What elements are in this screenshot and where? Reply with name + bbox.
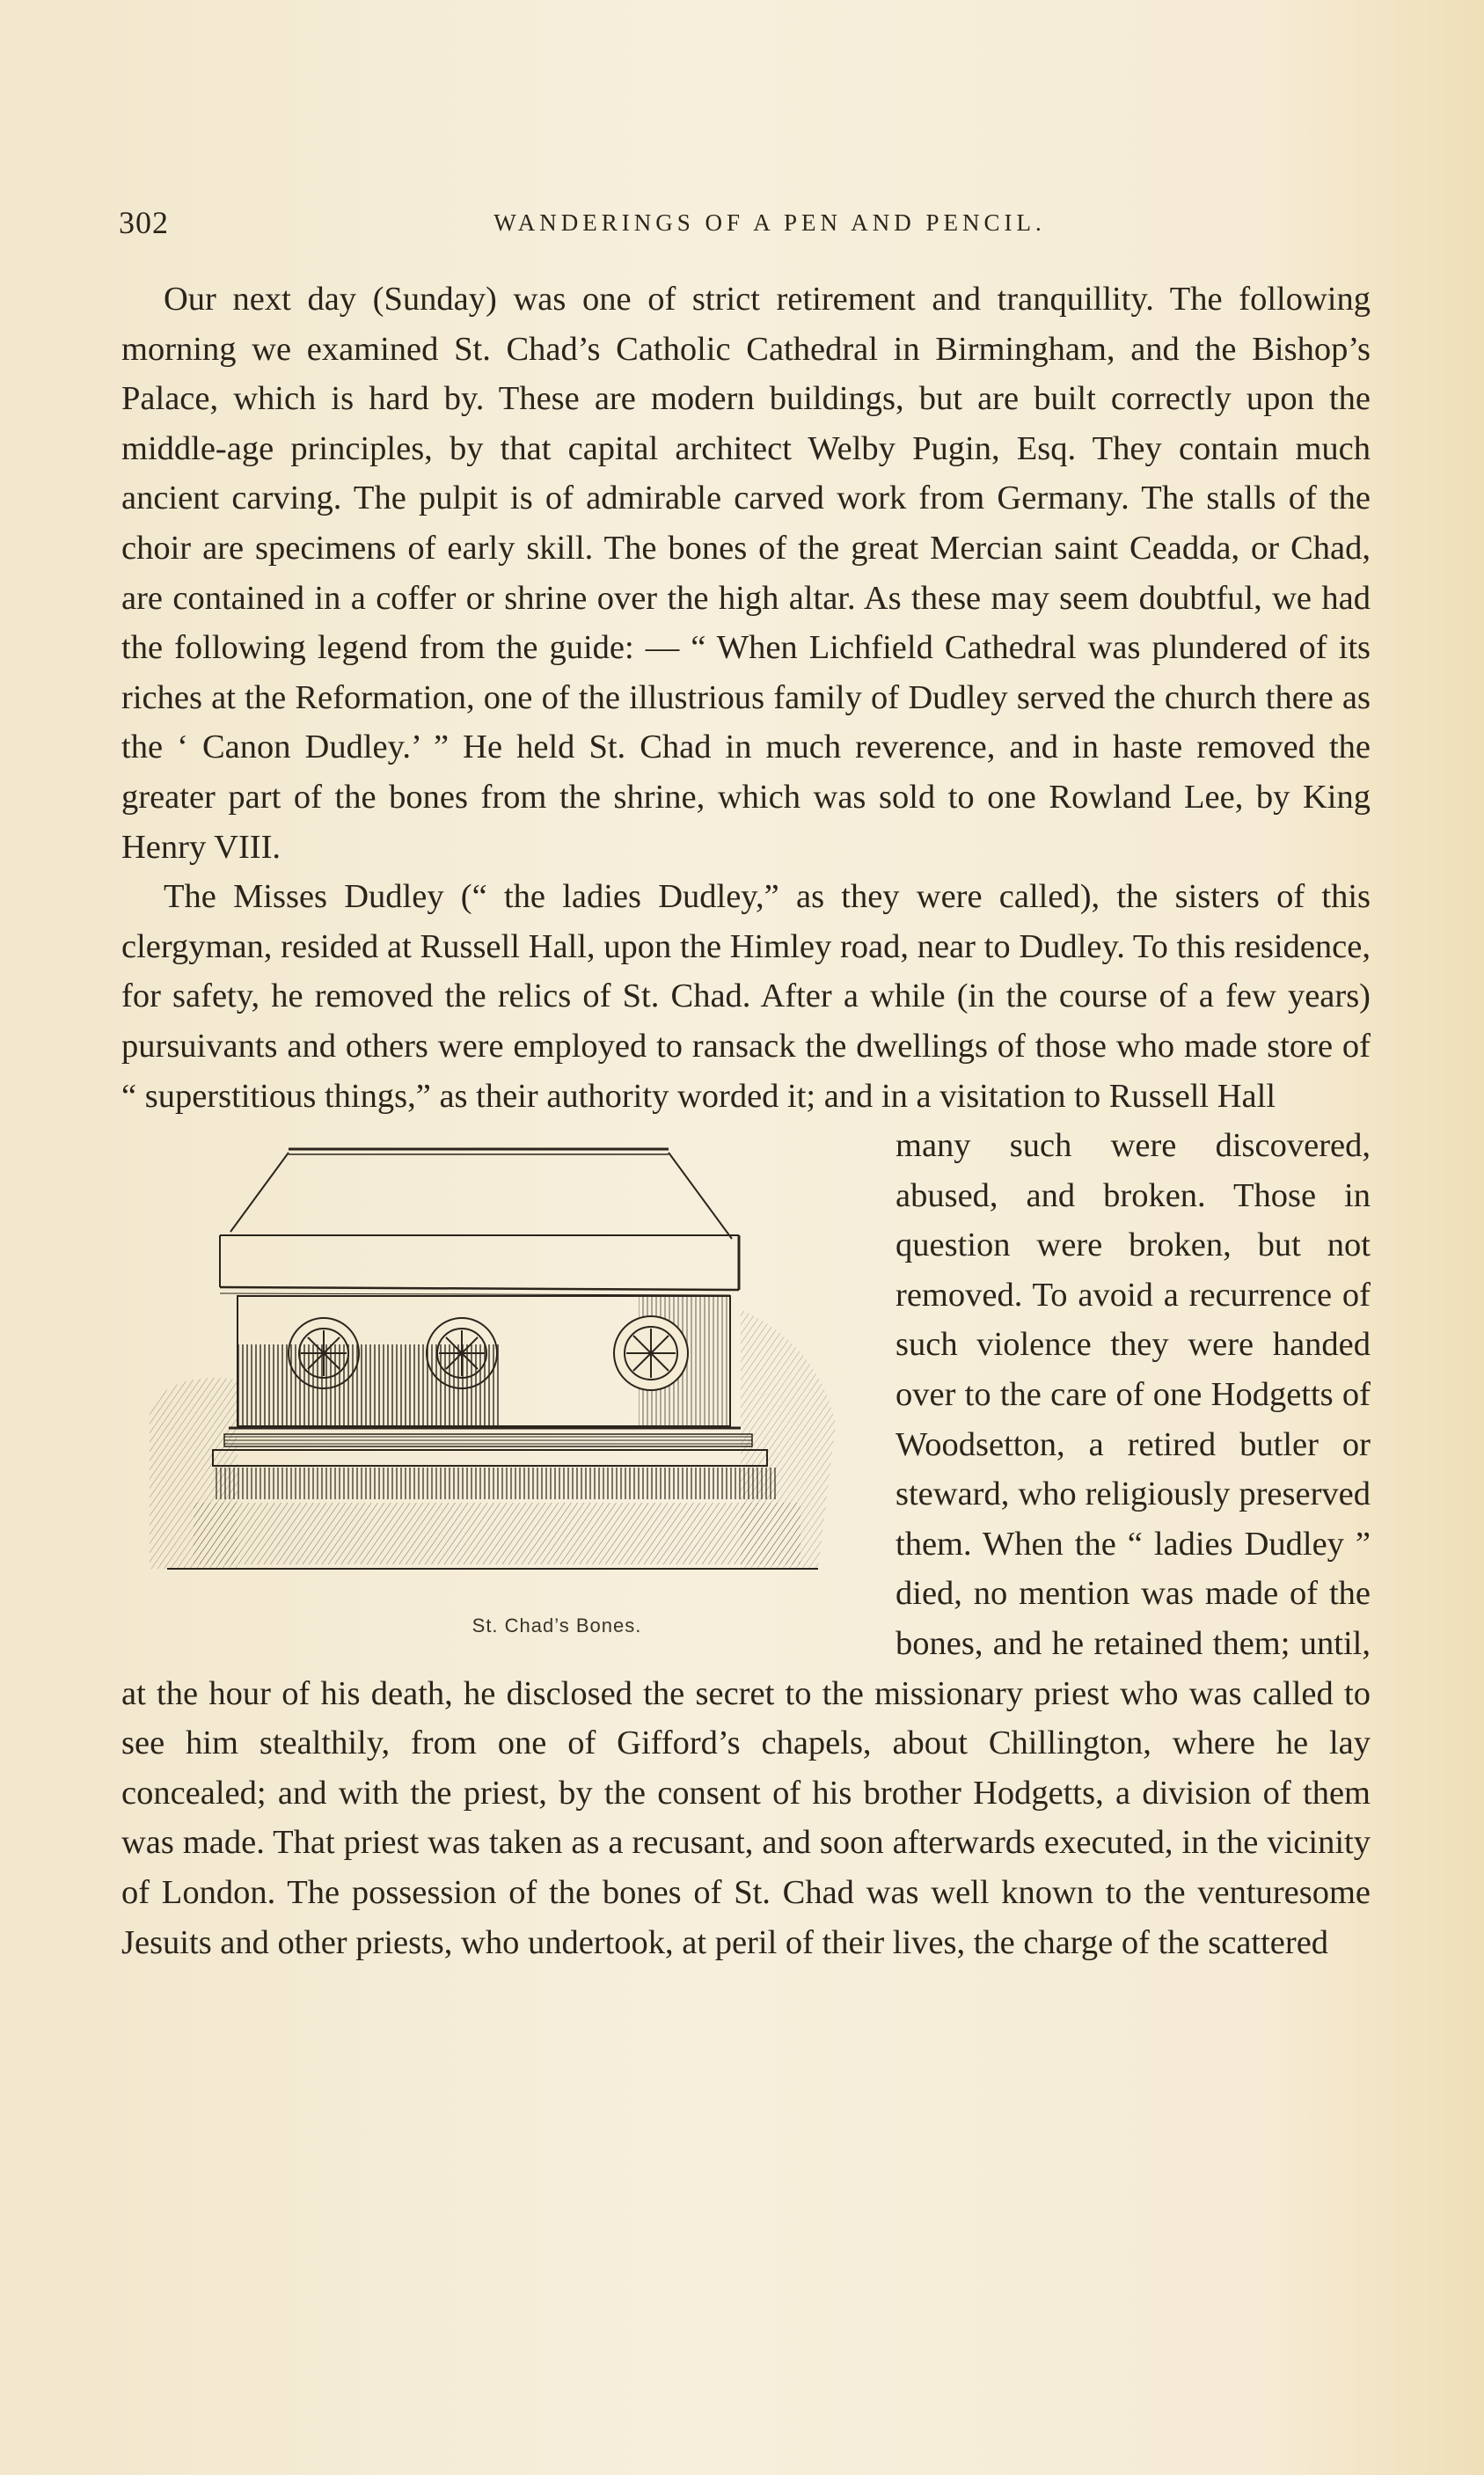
page-header (119, 204, 1368, 248)
paragraph-2-continued: many such were discovered, abused, and broken. Those in question were broken, but not removed. To avoid a recurrence of such violence they were handed over to the care of one Hodgetts of Woodsetton, a retired butler or steward, who religiously preserved them. When the “ ladies Dudley ” died, no mention was made of the bones, and he retained them; until, at the hour of his death, he disclosed the secret to the missionary priest who was called to see him stealthily, from one of Gifford’s chapels, about Chillington, where he lay concealed; and with the priest, by the consent of his brother Hodgetts, a division of them was made. That priest was taken as a recusant, and soon afterwards executed, in the vicinity of London. The possession of the bones of St. Chad was well known to the venturesome Jesuits and other priests, who undertook, at peril of their lives, the charge of the scattered (121, 1127, 1371, 1961)
figure-caption: St. Chad’s Bones. (472, 1615, 642, 1637)
shrine-engraving (114, 1133, 871, 1626)
shrine-illustration (121, 1121, 880, 1666)
body-text (121, 275, 1371, 1967)
paragraph-2-intro: The Misses Dudley (“ the ladies Dudley,” as they were called), the sisters of this clergyman, resided at Russell Hall, upon the Himley road, near to Dudley. To this residence, for safety, he removed the relics of St. Chad. After a while (in the course of a few years) pursuivants and others were employed to ransack the dwellings of those who made store of “ superstitious things,” as their authority worded it; and in a visitation to Russell Hall (121, 878, 1371, 1115)
paragraph-1: Our next day (Sunday) was one of strict retirement and tranquillity. The following morning we examined St. Chad’s Catholic Cathedral in Birmingham, and the Bishop’s Palace, which is hard by. These are modern buildings, but are built correctly upon the middle-age principles, by that capital architect Welby Pugin, Esq. They contain much ancient carving. The pulpit is of admirable carved work from Germany. The stalls of the choir are specimens of early skill. The bones of the great Mercian saint Ceadda, or Chad, are contained in a coffer or shrine over the high altar. As these may seem doubtful, we had the following legend from the guide: — “ When Lichfield Cathedral was plundered of its riches at the Reformation, one of the illustrious family of Dudley served the church there as the ‘ Canon Dudley.’ ” He held St. Chad in much reverence, and in haste removed the greater part of the bones from the shrine, which was sold to one Rowland Lee, by King Henry VIII. (121, 281, 1371, 866)
page-number: 302 (119, 205, 169, 240)
running-title: WANDERINGS OF A PEN AND PENCIL. (493, 209, 1046, 236)
